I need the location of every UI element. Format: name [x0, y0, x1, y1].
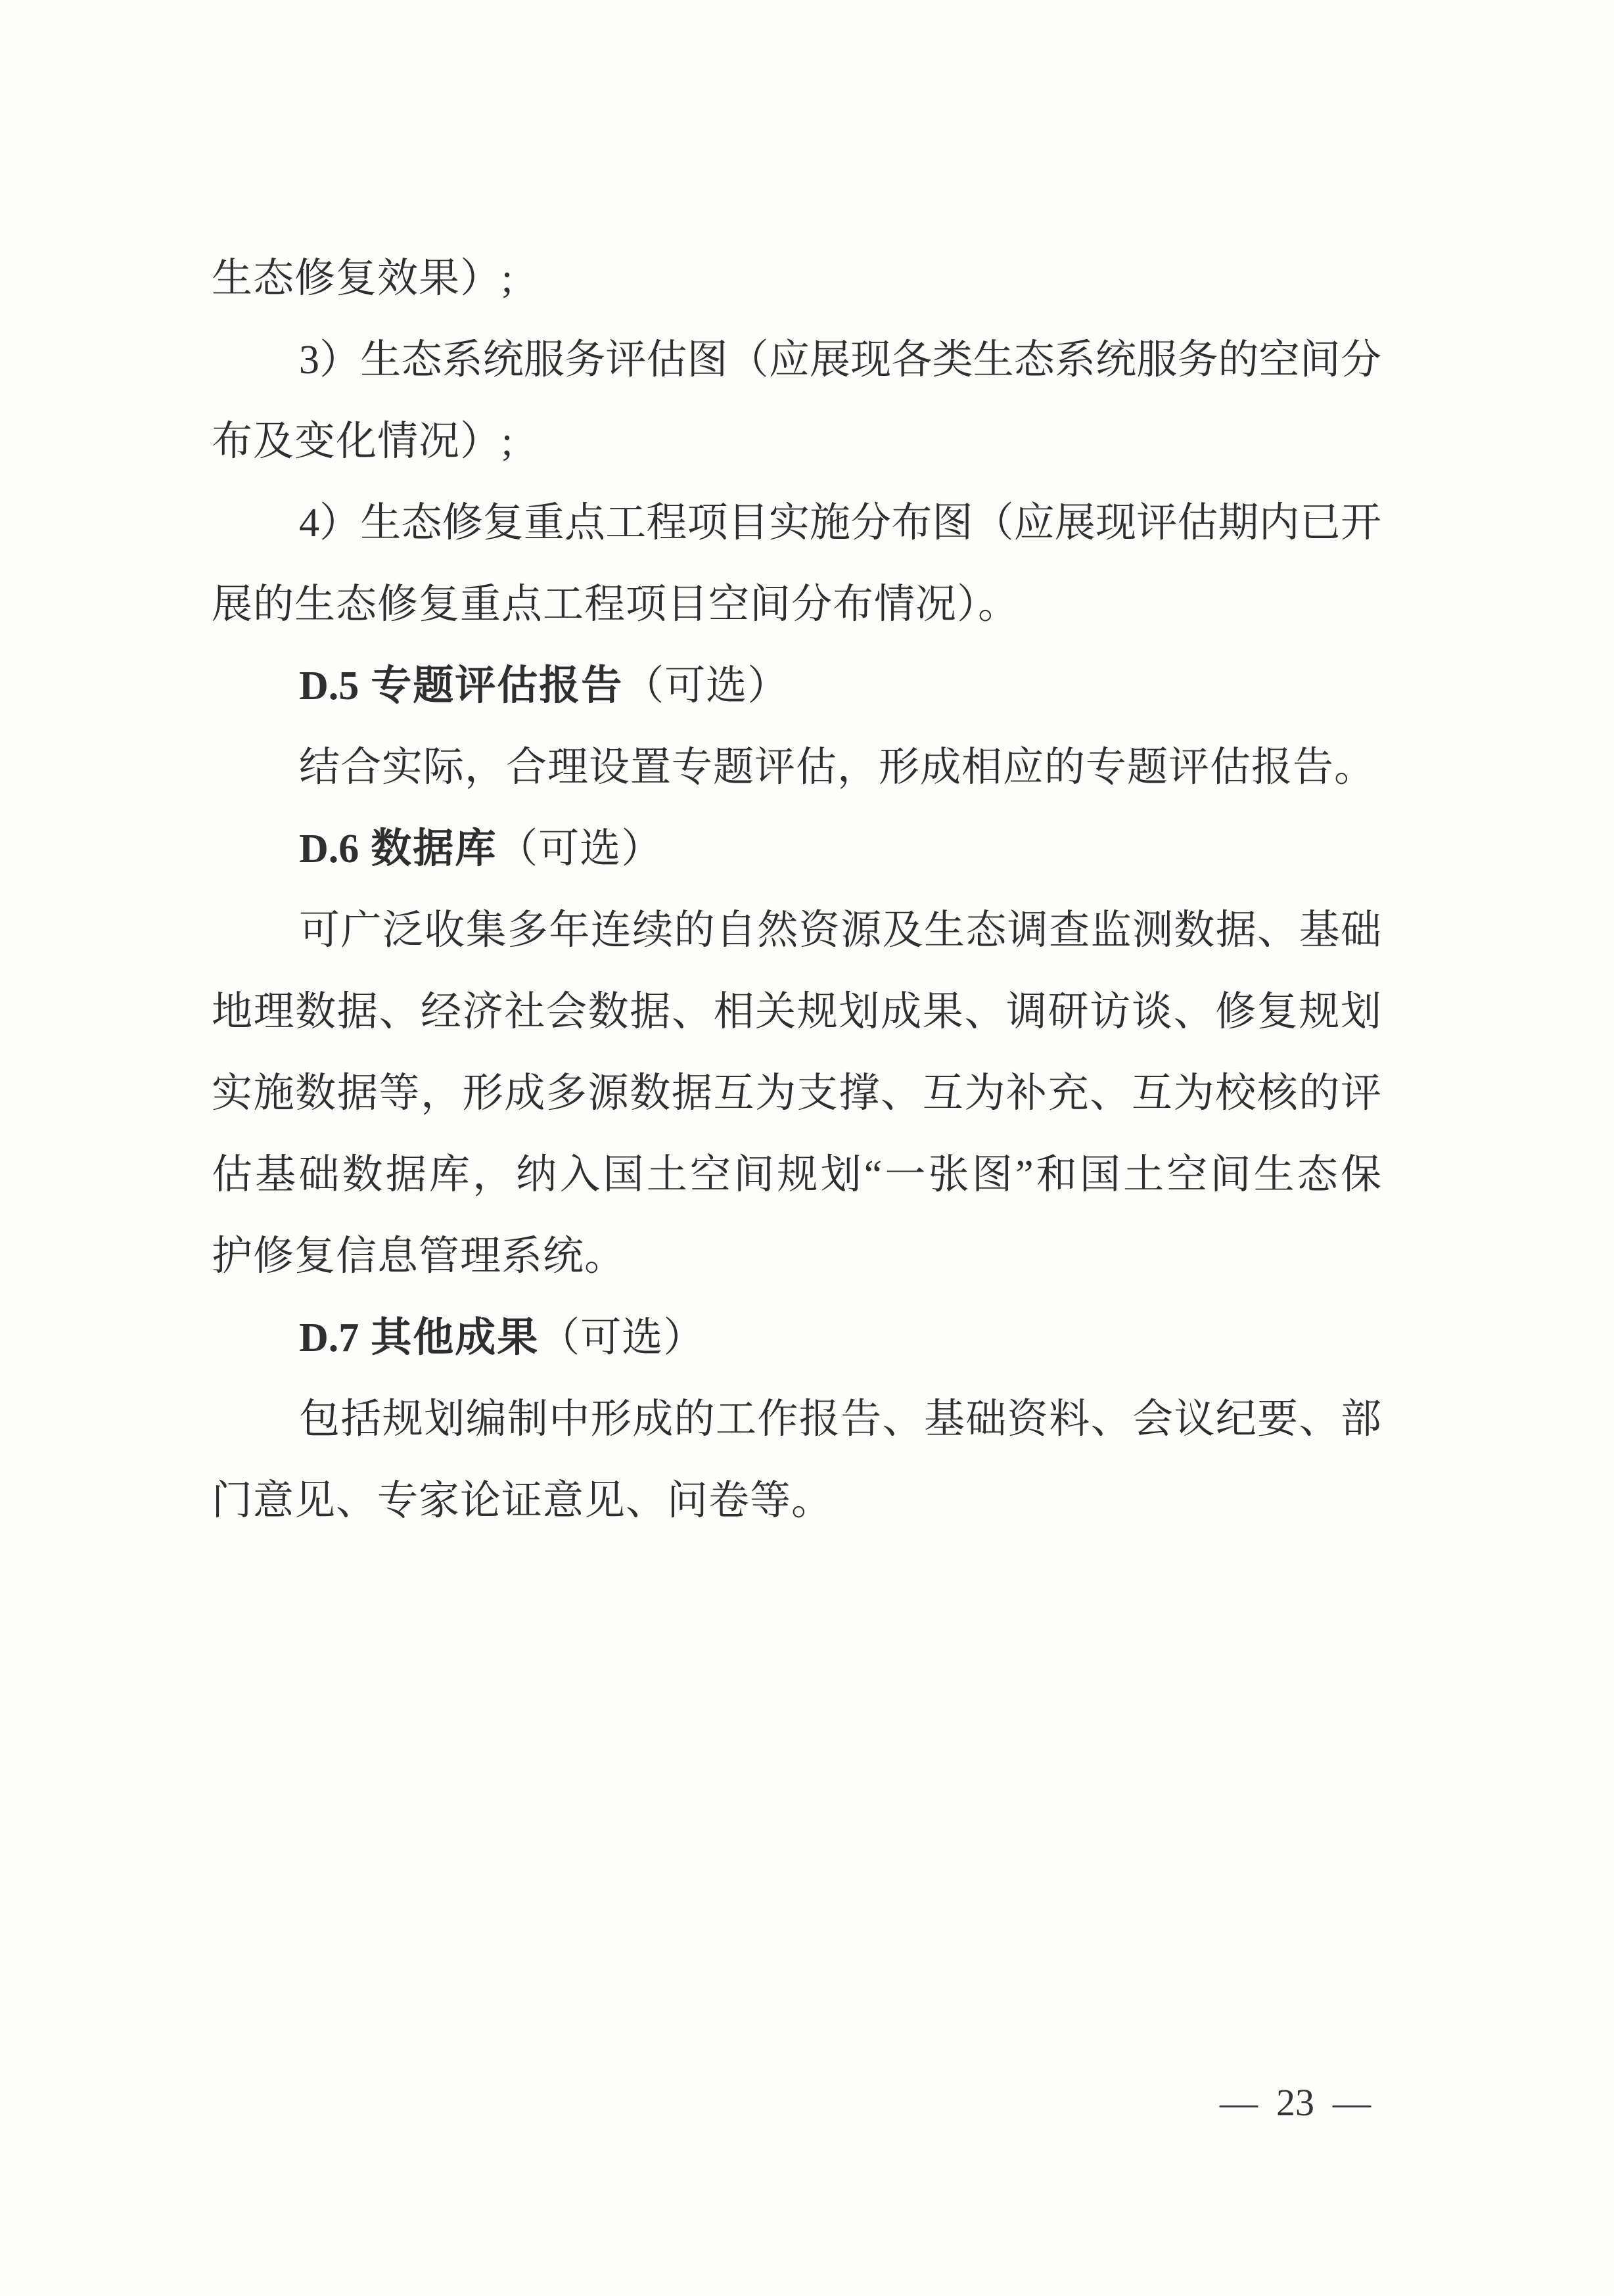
section-optional-tag: （可选）: [539, 1316, 705, 1360]
body-line: 估基础数据库，纳入国土空间规划“一张图”和国土空间生态保: [212, 1153, 1381, 1197]
body-line: 生态修复效果）;: [212, 256, 514, 301]
body-line: 地理数据、经济社会数据、相关规划成果、调研访谈、修复规划: [212, 990, 1381, 1034]
section-title: 数据库: [371, 826, 497, 871]
body-line: 实施数据等，形成多源数据互为支撑、互为补充、互为校核的评: [212, 1071, 1381, 1116]
page-number-dash-right: —: [1333, 2081, 1371, 2124]
section-heading-d5: [212, 645, 1381, 727]
body-line: 布及变化情况）;: [212, 419, 514, 464]
body-line: 3）生态系统服务评估图（应展现各类生态系统服务的空间分: [299, 338, 1381, 382]
page-number-dash-left: —: [1220, 2081, 1258, 2124]
section-title: 其他成果: [371, 1315, 540, 1360]
body-line: 可广泛收集多年连续的自然资源及生态调查监测数据、基础: [299, 908, 1381, 953]
section-number: D.5: [299, 664, 359, 708]
section-optional-tag: （可选）: [623, 664, 789, 708]
section-heading-d7: [212, 1297, 1381, 1379]
body-line: 护修复信息管理系统。: [212, 1234, 626, 1279]
section-number: D.6: [299, 827, 359, 871]
page-number-value: 23: [1276, 2081, 1314, 2124]
body-line: 门意见、专家论证意见、问卷等。: [212, 1479, 833, 1523]
body-line: 包括规划编制中形成的工作报告、基础资料、会议纪要、部: [299, 1397, 1381, 1442]
body-line: 4）生态修复重点工程项目实施分布图（应展现评估期内已开: [299, 501, 1381, 545]
section-heading-d6: [212, 808, 1381, 890]
body-line: 展的生态修复重点工程项目空间分布情况）。: [212, 582, 1020, 627]
section-optional-tag: （可选）: [497, 827, 663, 871]
document-body: [212, 238, 1381, 1542]
body-line: 结合实际，合理设置专题评估，形成相应的专题评估报告。: [299, 745, 1376, 790]
page-number: [1220, 2082, 1371, 2124]
section-title: 专题评估报告: [371, 663, 624, 708]
section-number: D.7: [299, 1316, 359, 1360]
